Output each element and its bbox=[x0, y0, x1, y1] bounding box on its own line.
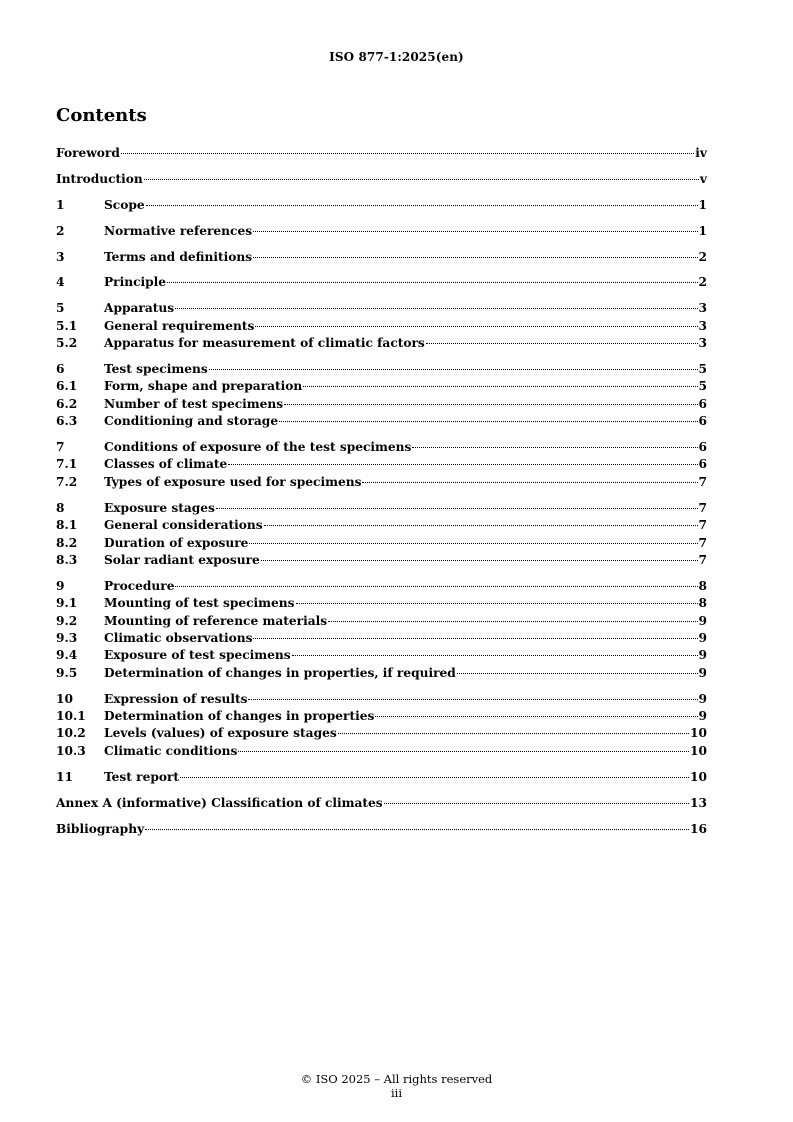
toc-entry-number: 6.3 bbox=[56, 414, 78, 429]
toc-entry-page: 7 bbox=[698, 474, 707, 489]
toc-entry-page: 6 bbox=[698, 440, 707, 455]
toc-entry-title: Apparatus bbox=[104, 301, 175, 316]
toc-entry[interactable] bbox=[56, 275, 707, 292]
toc-entry-page: 7 bbox=[698, 518, 707, 533]
toc-dot-leader bbox=[121, 153, 694, 154]
toc-entry-page: 10 bbox=[690, 743, 707, 758]
toc-entry-number: 8 bbox=[56, 500, 65, 515]
toc-entry-title: Expression of results bbox=[104, 691, 248, 706]
toc-dot-leader bbox=[303, 386, 697, 387]
toc-entry-page: v bbox=[699, 171, 707, 186]
toc-entry-title: Classes of climate bbox=[104, 457, 228, 472]
page-footer bbox=[0, 1072, 793, 1100]
toc-entry-title: Number of test specimens bbox=[104, 396, 284, 411]
toc-entry-number: 9.3 bbox=[56, 630, 78, 645]
toc-dot-leader bbox=[253, 231, 697, 232]
toc-entry-title: Test specimens bbox=[104, 362, 208, 377]
toc-entry-title: Mounting of test specimens bbox=[104, 596, 295, 611]
toc-entry[interactable] bbox=[56, 596, 707, 613]
toc-entry[interactable] bbox=[56, 501, 707, 518]
toc-entry[interactable] bbox=[56, 631, 707, 648]
toc-dot-leader bbox=[296, 603, 698, 604]
toc-entry-title: Bibliography bbox=[56, 821, 145, 836]
toc-entry-page: 9 bbox=[698, 691, 707, 706]
toc-entry[interactable] bbox=[56, 301, 707, 318]
toc-entry-page: 6 bbox=[698, 414, 707, 429]
toc-entry-page: 9 bbox=[698, 613, 707, 628]
toc-entry-title: Apparatus for measurement of climatic factors bbox=[104, 336, 425, 351]
toc-entry[interactable] bbox=[56, 414, 707, 431]
toc-entry-title: Conditioning and storage bbox=[104, 414, 279, 429]
toc-entry[interactable] bbox=[56, 362, 707, 379]
toc-entry-title: Determination of changes in properties, if required bbox=[104, 665, 456, 680]
toc-entry-title: Normative references bbox=[104, 223, 253, 238]
toc-entry-number: 9 bbox=[56, 578, 65, 593]
toc-entry-title: Climatic conditions bbox=[104, 743, 238, 758]
toc-entry[interactable] bbox=[56, 666, 707, 683]
toc-dot-leader bbox=[412, 447, 697, 448]
toc-entry[interactable] bbox=[56, 250, 707, 267]
toc-dot-leader bbox=[209, 369, 698, 370]
toc-entry-number: 3 bbox=[56, 249, 65, 264]
toc-entry[interactable] bbox=[56, 579, 707, 596]
toc-entry-title: Principle bbox=[104, 275, 167, 290]
toc-dot-leader bbox=[255, 326, 697, 327]
toc-entry-page: 9 bbox=[698, 648, 707, 663]
toc-entry-title: General requirements bbox=[104, 318, 255, 333]
toc-entry-title: Duration of exposure bbox=[104, 535, 249, 550]
toc-entry-title: Mounting of reference materials bbox=[104, 613, 328, 628]
toc-dot-leader bbox=[261, 560, 698, 561]
toc-entry[interactable] bbox=[56, 475, 707, 492]
toc-entry-number: 8.1 bbox=[56, 518, 78, 533]
toc-dot-leader bbox=[180, 777, 689, 778]
toc-dot-leader bbox=[146, 205, 698, 206]
toc-dot-leader bbox=[279, 421, 697, 422]
toc-entry[interactable] bbox=[56, 397, 707, 414]
toc-entry[interactable] bbox=[56, 319, 707, 336]
toc-entry-number: 7.2 bbox=[56, 474, 78, 489]
toc-entry[interactable] bbox=[56, 536, 707, 553]
toc-entry[interactable] bbox=[56, 198, 707, 215]
toc-entry[interactable] bbox=[56, 172, 707, 189]
toc-entry-page: 16 bbox=[690, 821, 707, 836]
toc-dot-leader bbox=[284, 404, 697, 405]
toc-entry-number: 5 bbox=[56, 301, 65, 316]
toc-entry[interactable] bbox=[56, 518, 707, 535]
toc-entry[interactable] bbox=[56, 224, 707, 241]
toc-entry-page: 7 bbox=[698, 500, 707, 515]
toc-entry-title: Exposure stages bbox=[104, 500, 215, 515]
toc-entry-number: 6.2 bbox=[56, 396, 78, 411]
toc-entry[interactable] bbox=[56, 726, 707, 743]
toc-dot-leader bbox=[292, 655, 698, 656]
toc-entry-number: 10.2 bbox=[56, 726, 86, 741]
table-of-contents bbox=[56, 146, 707, 839]
toc-entry-title: General considerations bbox=[104, 518, 263, 533]
toc-entry-number: 10.1 bbox=[56, 709, 86, 724]
toc-entry-page: 6 bbox=[698, 396, 707, 411]
toc-entry-number: 4 bbox=[56, 275, 65, 290]
toc-entry-title: Procedure bbox=[104, 578, 175, 593]
toc-entry-number: 7 bbox=[56, 440, 65, 455]
toc-entry-page: 3 bbox=[698, 336, 707, 351]
toc-entry[interactable] bbox=[56, 440, 707, 457]
toc-entry[interactable] bbox=[56, 692, 707, 709]
toc-entry-title: Test report bbox=[104, 769, 180, 784]
toc-entry-number: 5.2 bbox=[56, 336, 78, 351]
toc-entry-title: Types of exposure used for specimens bbox=[104, 474, 362, 489]
toc-entry-page: 9 bbox=[698, 709, 707, 724]
toc-entry-title: Foreword bbox=[56, 146, 120, 160]
toc-entry-page: 6 bbox=[698, 457, 707, 472]
page-number: iii bbox=[390, 1086, 403, 1100]
toc-entry-number: 9.2 bbox=[56, 613, 78, 628]
toc-entry[interactable] bbox=[56, 336, 707, 353]
toc-entry-number: 10.3 bbox=[56, 743, 86, 758]
toc-entry-title: Scope bbox=[104, 197, 145, 212]
toc-entry-page: 10 bbox=[690, 769, 707, 784]
toc-entry-title: Levels (values) of exposure stages bbox=[104, 726, 337, 741]
toc-entry-number: 11 bbox=[56, 769, 73, 784]
toc-entry-number: 6 bbox=[56, 362, 65, 377]
toc-entry-number: 8.2 bbox=[56, 535, 78, 550]
toc-dot-leader bbox=[457, 673, 698, 674]
toc-entry-number: 10 bbox=[56, 691, 73, 706]
toc-entry-page: 2 bbox=[698, 275, 707, 290]
toc-entry-number: 9.5 bbox=[56, 665, 78, 680]
toc-dot-leader bbox=[253, 257, 697, 258]
contents-title: Contents bbox=[56, 105, 147, 126]
toc-entry-page: 1 bbox=[698, 223, 707, 238]
toc-dot-leader bbox=[328, 621, 697, 622]
document-header: ISO 877-1:2025(en) bbox=[329, 50, 464, 64]
toc-entry-page: 8 bbox=[698, 578, 707, 593]
toc-dot-leader bbox=[338, 733, 689, 734]
toc-entry-number: 6.1 bbox=[56, 379, 78, 394]
copyright-notice: © ISO 2025 – All rights reserved bbox=[300, 1072, 493, 1086]
toc-entry-page: 3 bbox=[698, 318, 707, 333]
toc-dot-leader bbox=[228, 464, 697, 465]
toc-entry-title: Terms and definitions bbox=[104, 249, 253, 264]
toc-dot-leader bbox=[175, 586, 697, 587]
toc-entry-number: 2 bbox=[56, 223, 65, 238]
toc-dot-leader bbox=[167, 282, 697, 283]
toc-dot-leader bbox=[426, 343, 698, 344]
toc-dot-leader bbox=[144, 179, 699, 180]
toc-entry-title: Form, shape and preparation bbox=[104, 379, 303, 394]
toc-entry[interactable] bbox=[56, 796, 707, 813]
toc-entry-number: 7.1 bbox=[56, 457, 78, 472]
toc-dot-leader bbox=[145, 829, 689, 830]
toc-entry-page: 2 bbox=[698, 249, 707, 264]
toc-entry-page: 13 bbox=[690, 795, 707, 810]
toc-entry[interactable] bbox=[56, 614, 707, 631]
toc-dot-leader bbox=[238, 751, 689, 752]
toc-entry-title: Annex A (informative) Classification of climates bbox=[56, 795, 383, 810]
toc-entry[interactable] bbox=[56, 744, 707, 761]
toc-dot-leader bbox=[362, 482, 697, 483]
toc-entry-title: Exposure of test specimens bbox=[104, 648, 291, 663]
toc-entry-title: Introduction bbox=[56, 171, 143, 186]
toc-entry-page: 10 bbox=[690, 726, 707, 741]
toc-entry-number: 9.1 bbox=[56, 596, 78, 611]
toc-entry-number: 9.4 bbox=[56, 648, 78, 663]
toc-entry-title: Solar radiant exposure bbox=[104, 552, 260, 567]
toc-entry-title: Climatic observations bbox=[104, 630, 253, 645]
toc-entry-page: 7 bbox=[698, 552, 707, 567]
toc-entry-page: 7 bbox=[698, 535, 707, 550]
toc-entry[interactable] bbox=[56, 457, 707, 474]
toc-entry-number: 5.1 bbox=[56, 318, 78, 333]
toc-entry[interactable] bbox=[56, 146, 707, 163]
toc-dot-leader bbox=[248, 699, 697, 700]
toc-dot-leader bbox=[175, 308, 697, 309]
toc-dot-leader bbox=[375, 716, 697, 717]
toc-entry[interactable] bbox=[56, 770, 707, 787]
toc-entry-page: iv bbox=[695, 146, 707, 160]
toc-dot-leader bbox=[249, 543, 697, 544]
toc-dot-leader bbox=[253, 638, 697, 639]
toc-entry-number: 8.3 bbox=[56, 552, 78, 567]
toc-dot-leader bbox=[264, 525, 698, 526]
toc-entry[interactable] bbox=[56, 822, 707, 839]
toc-entry-page: 1 bbox=[698, 197, 707, 212]
toc-entry-page: 5 bbox=[698, 379, 707, 394]
toc-dot-leader bbox=[216, 508, 698, 509]
toc-dot-leader bbox=[384, 803, 689, 804]
toc-entry[interactable] bbox=[56, 648, 707, 665]
toc-entry-page: 8 bbox=[698, 596, 707, 611]
toc-entry-page: 9 bbox=[698, 630, 707, 645]
toc-entry-page: 5 bbox=[698, 362, 707, 377]
toc-entry-page: 3 bbox=[698, 301, 707, 316]
toc-entry-page: 9 bbox=[698, 665, 707, 680]
toc-entry[interactable] bbox=[56, 379, 707, 396]
toc-entry[interactable] bbox=[56, 553, 707, 570]
toc-entry[interactable] bbox=[56, 709, 707, 726]
toc-entry-title: Determination of changes in properties bbox=[104, 709, 375, 724]
toc-entry-title: Conditions of exposure of the test specimens bbox=[104, 440, 412, 455]
toc-entry-number: 1 bbox=[56, 197, 65, 212]
